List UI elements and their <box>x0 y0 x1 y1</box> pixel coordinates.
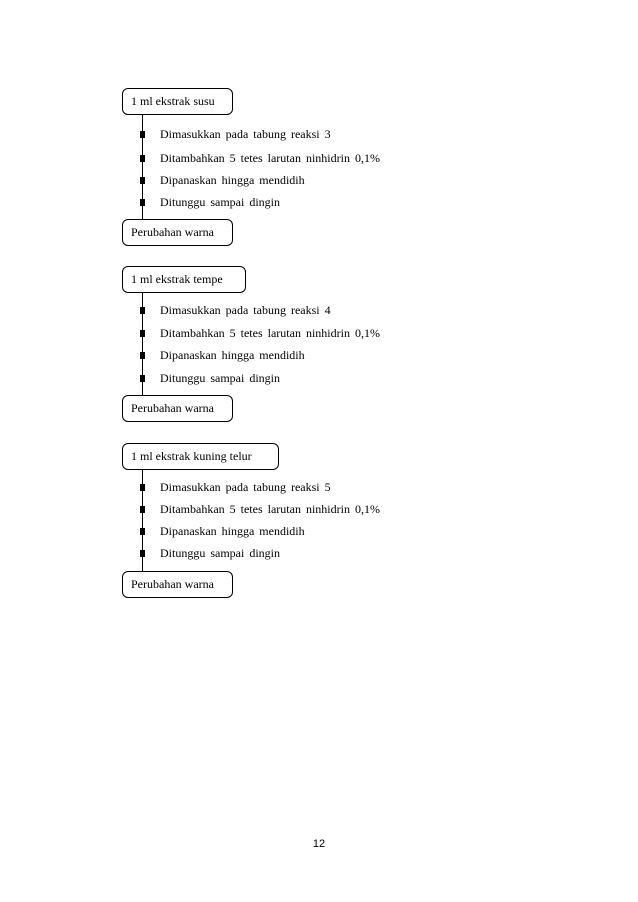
page-number: 12 <box>312 838 326 850</box>
bullet-icon <box>140 484 145 491</box>
step-text: Dipanaskan hingga mendidih <box>160 524 305 538</box>
end-box: Perubahan warna <box>122 395 233 422</box>
step-text: Dipanaskan hingga mendidih <box>160 348 305 362</box>
step-text: Ditambahkan 5 tetes larutan ninhidrin 0,1% <box>160 326 380 340</box>
step-text: Ditunggu sampai dingin <box>160 371 280 385</box>
bullet-icon <box>140 155 145 162</box>
step-text: Dimasukkan pada tabung reaksi 3 <box>160 127 331 141</box>
bullet-icon <box>140 199 145 206</box>
bullet-icon <box>140 506 145 513</box>
step-text: Ditambahkan 5 tetes larutan ninhidrin 0,1% <box>160 502 380 516</box>
bullet-icon <box>140 352 145 359</box>
bullet-icon <box>140 177 145 184</box>
bullet-icon <box>140 550 145 557</box>
start-box: 1 ml ekstrak kuning telur <box>122 443 279 470</box>
step-text: Ditunggu sampai dingin <box>160 546 280 560</box>
bullet-icon <box>140 375 145 382</box>
start-box: 1 ml ekstrak susu <box>122 88 233 115</box>
bullet-icon <box>140 528 145 535</box>
step-text: Ditunggu sampai dingin <box>160 195 280 209</box>
step-text: Dipanaskan hingga mendidih <box>160 173 305 187</box>
end-box: Perubahan warna <box>122 571 233 598</box>
bullet-icon <box>140 330 145 337</box>
bullet-icon <box>140 131 145 138</box>
step-text: Dimasukkan pada tabung reaksi 4 <box>160 303 331 317</box>
step-text: Dimasukkan pada tabung reaksi 5 <box>160 480 331 494</box>
bullet-icon <box>140 307 145 314</box>
start-box: 1 ml ekstrak tempe <box>122 266 246 293</box>
step-text: Ditambahkan 5 tetes larutan ninhidrin 0,1% <box>160 151 380 165</box>
end-box: Perubahan warna <box>122 219 233 246</box>
